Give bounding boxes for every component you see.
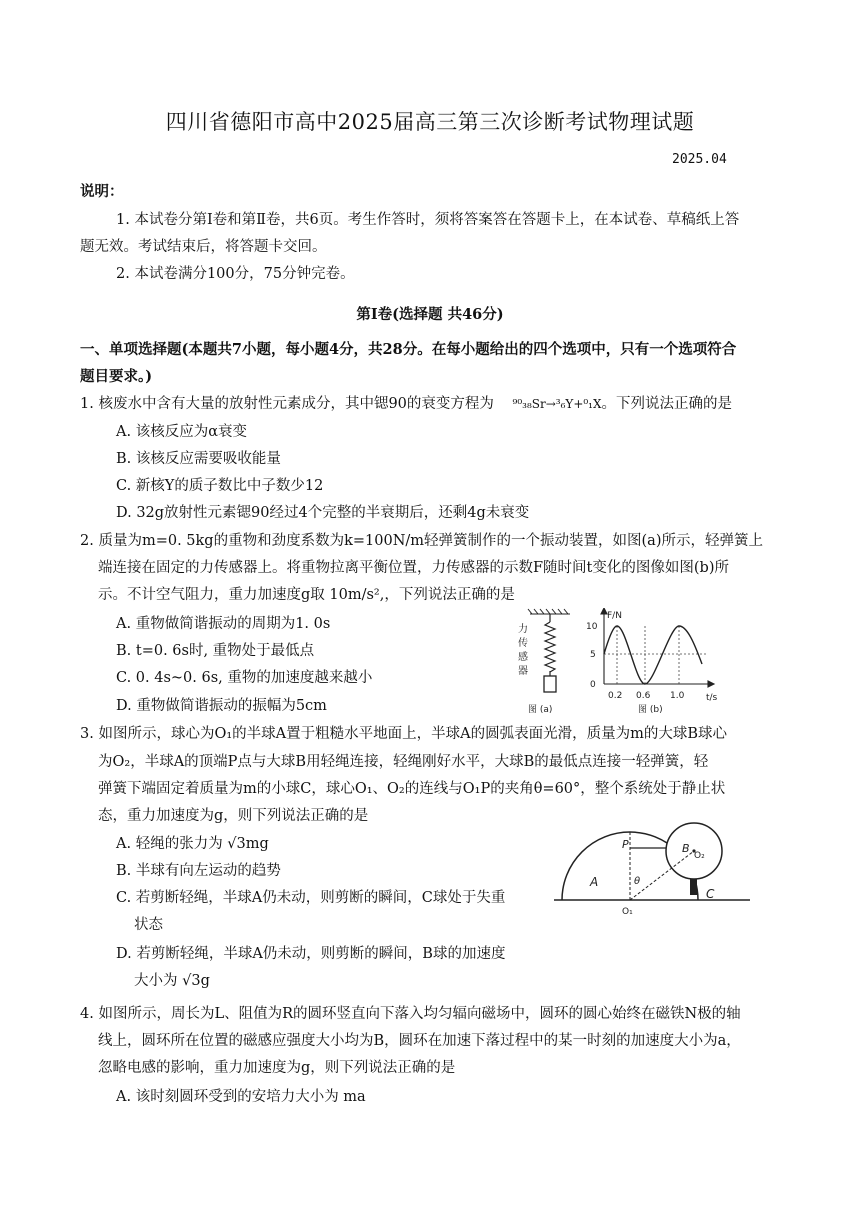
instruction-line-1a: 1. 本试卷分第Ⅰ卷和第Ⅱ卷，共6页。考生作答时，须将答案答在答题卡上，在本试卷、草稿纸上答 [116,212,740,228]
q2-option-c: C. 0. 4s~0. 6s, 重物的加速度越来越小 [116,670,373,686]
instruction-line-2: 2. 本试卷满分100分，75分钟完卷。 [116,266,355,282]
q3-option-d-cont: 大小为 √3g [134,973,210,989]
y-tick-5: 5 [590,650,596,660]
q2-option-d: D. 重物做简谐振动的振幅为5cm [116,698,327,714]
q4-option-a: A. 该时刻圆环受到的安培力大小为 ma [116,1089,366,1105]
label-theta: θ [634,876,641,887]
sensor-label [518,622,528,677]
q4-stem-c: 忽略电感的影响，重力加速度为g，则下列说法正确的是 [98,1060,456,1076]
spring-icon [545,614,555,676]
label-c: C [706,887,715,901]
x-tick-0-6: 0.6 [636,691,651,701]
q2-figure [508,608,728,718]
label-b: B [682,842,690,855]
graph-xlabel: t/s [706,693,718,703]
label-a: A [590,875,599,889]
q3-option-b: B. 半球有向左运动的趋势 [116,863,281,879]
caption-a: 图 (a) [528,705,553,715]
q2-stem-b: 端连接在固定的力传感器上。将重物拉离平衡位置，力传感器的示数F随时间t变化的图像如图(b)所 [98,560,729,576]
label-o1: O₁ [622,907,633,916]
q3-stem-c: 弹簧下端固定着质量为m的小球C，球心O₁、O₂的连线与O₁P的夹角θ=60°，整个系统处于静止状 [98,781,726,797]
q3-stem-a: 3. 如图所示，球心为O₁的半球A置于粗糙水平地面上，半球A的圆弧表面光滑，质量为m的大球B球心 [80,726,727,742]
x-tick-0-2: 0.2 [608,691,623,701]
force-curve [604,626,702,684]
q3-option-d: D. 若剪断轻绳，半球A仍未动，则剪断的瞬间，B球的加速度 [116,946,506,962]
svg-text:器: 器 [518,666,528,677]
q2-option-b: B. t=0. 6s时, 重物处于最低点 [116,643,315,659]
q3-stem-b: 为O₂，半球A的顶端P点与大球B用轻绳连接，轻绳刚好水平，大球B的最低点连接一轻弹簧，轻 [98,754,709,770]
ceiling-hatch [528,609,570,614]
label-p: P [622,838,629,851]
q1-stem-a: 1. 核废水中含有大量的放射性元素成分，其中锶90的衰变方程为 [80,396,494,412]
svg-text:力: 力 [518,624,528,635]
label-o2: O₂ [694,851,705,861]
q1-option-c: C. 新核Y的质子数比中子数少12 [116,478,324,494]
paper-title: 四川省德阳市高中2025届高三第三次诊断考试物理试题 [165,110,695,134]
q1-stem-b: 。下列说法正确的是 [601,396,733,412]
spring-c [690,879,697,895]
q1-option-b: B. 该核反应需要吸收能量 [116,451,281,467]
q3-figure [552,818,752,916]
q3-option-a: A. 轻绳的张力为 √3mg [116,836,269,852]
q3-option-c-cont: 状态 [134,917,163,933]
x-tick-1-0: 1.0 [670,691,685,701]
weight-block [544,676,556,692]
exam-date: 2025.04 [672,152,727,167]
instruction-line-1b: 题无效。考试结束后，将答题卡交回。 [80,239,327,255]
graph-dashed-guides [604,626,706,684]
q1-stem [80,392,732,413]
q4-stem-a: 4. 如图所示，周长为L、阻值为R的圆环竖直向下落入均匀辐向磁场中，圆环的圆心始终在磁铁N极的轴 [80,1006,741,1022]
q3-option-c: C. 若剪断轻绳，半球A仍未动，则剪断的瞬间，C球处于失重 [116,890,506,906]
caption-b: 图 (b) [638,705,663,715]
svg-text:传: 传 [518,638,528,649]
y-tick-0: 0 [590,680,596,690]
q1-option-a: A. 该核反应为α衰变 [116,424,247,440]
q2-stem-c: 示。不计空气阻力，重力加速度g取 10m/s²,，下列说法正确的是 [98,587,515,603]
q2-option-a: A. 重物做简谐振动的周期为1. 0s [116,616,331,632]
svg-text:感: 感 [518,652,528,663]
q1-equation: ⁹⁰₃₈Sr→³₆Y+⁰₁X [512,397,602,411]
part-title-b: 题目要求。) [80,368,153,385]
section-title: 第Ⅰ卷(选择题 共46分) [356,306,504,323]
q2-stem-a: 2. 质量为m=0. 5kg的重物和劲度系数为k=100N/m轻弹簧制作的一个振动装置，如图(a)所示，轻弹簧上 [80,533,763,549]
instructions-label: 说明： [80,183,124,200]
part-title-a: 一、单项选择题(本题共7小题，每小题4分，共28分。在每小题给出的四个选项中，只有一个选项符合 [80,341,737,358]
q1-option-d: D. 32g放射性元素锶90经过4个完整的半衰期后，还剩4g未衰变 [116,505,530,521]
q3-stem-d: 态，重力加速度为g，则下列说法正确的是 [98,808,369,824]
graph-ylabel: F/N [607,611,622,621]
q4-stem-b: 线上，圆环所在位置的磁感应强度大小均为B，圆环在加速下落过程中的某一时刻的加速度大小为a， [98,1033,741,1049]
y-tick-10: 10 [586,622,598,632]
